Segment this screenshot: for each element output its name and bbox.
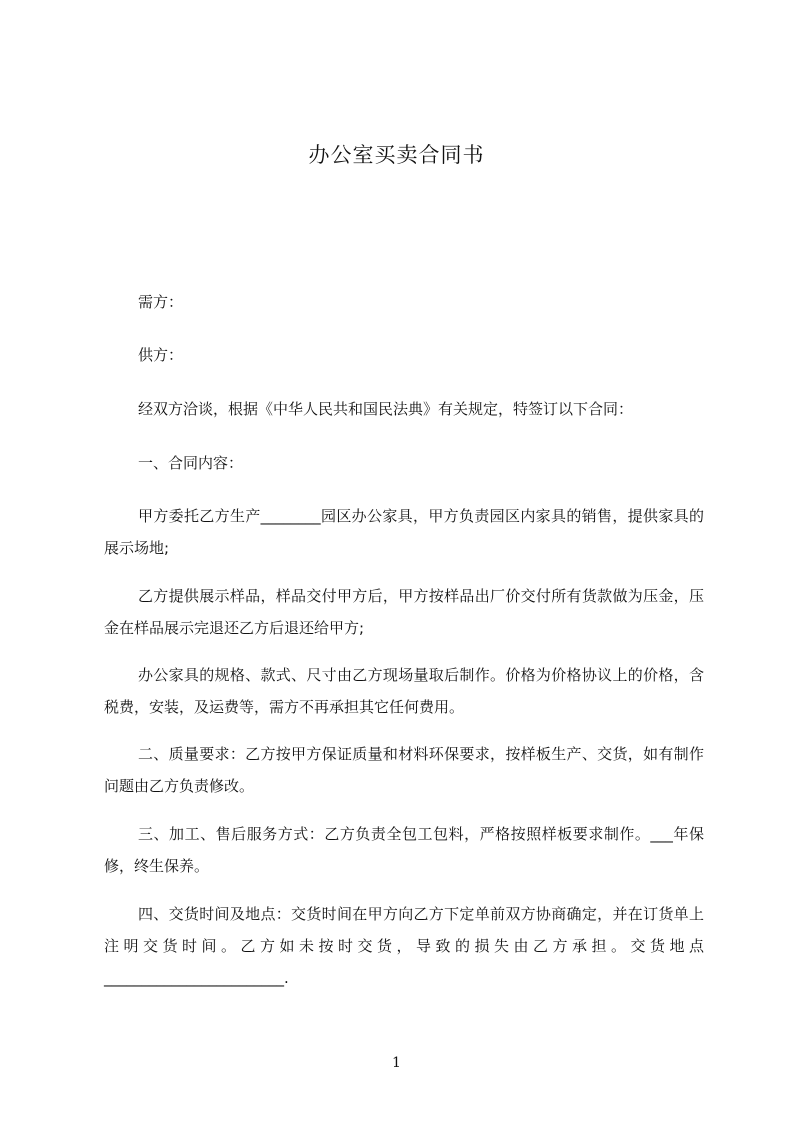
buyer-label: 需方： bbox=[138, 293, 184, 311]
section1-paragraph-2: 乙方提供展示样品，样品交付甲方后，甲方按样品出厂价交付所有货款做为压金，压金在样品展示完退还乙方后退还给甲方; bbox=[104, 587, 704, 637]
section3-paragraph: 三、加工、售后服务方式：乙方负责全包工包料，严格按照样板要求制作。___年保修，终生保养。 bbox=[104, 825, 704, 875]
intro-paragraph: 经双方洽谈，根据《中华人民共和国民法典》有关规定，特签订以下合同： bbox=[138, 400, 634, 418]
page-title: 办公室买卖合同书 bbox=[308, 143, 485, 167]
section1-paragraph-1: 甲方委托乙方生产________园区办公家具，甲方负责园区内家具的销售，提供家具的展示场地; bbox=[104, 507, 704, 557]
supplier-label: 供方： bbox=[138, 346, 184, 364]
section4-paragraph: 四、交货时间及地点：交货时间在甲方向乙方下定单前双方协商确定，并在订货单上注明交货时间。乙方如未按时交货，导致的损失由乙方承担。交货地点________________________. bbox=[104, 905, 704, 987]
section1-paragraph-3: 办公家具的规格、款式、尺寸由乙方现场量取后制作。价格为价格协议上的价格，含税费，安装，及运费等，需方不再承担其它任何费用。 bbox=[104, 666, 704, 716]
page-number: 1 bbox=[392, 1055, 401, 1071]
section2-paragraph: 二、质量要求：乙方按甲方保证质量和材料环保要求，按样板生产、交货，如有制作问题由乙方负责修改。 bbox=[104, 745, 704, 795]
section1-heading: 一、合同内容： bbox=[138, 454, 244, 472]
